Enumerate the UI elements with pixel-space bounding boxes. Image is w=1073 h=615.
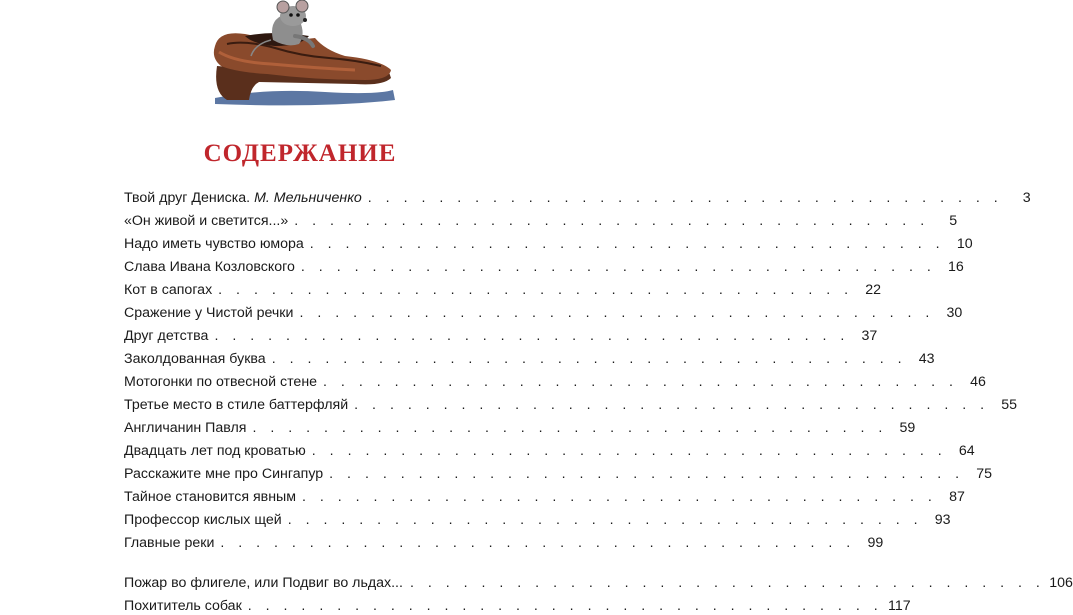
toc-entry-title: Слава Ивана Козловского (124, 259, 295, 275)
toc-entry-title: Заколдованная буква (124, 351, 266, 367)
toc-entry[interactable] (124, 483, 965, 506)
toc-entry-title: Пожар во флигеле, или Подвиг во льдах... (124, 575, 403, 591)
toc-entry[interactable] (124, 414, 916, 437)
toc-entry-author: М. Мельниченко (254, 190, 362, 206)
toc-entry-page: 59 (899, 420, 916, 436)
toc-entry[interactable] (124, 276, 882, 299)
dot-leader: . . . . . . . . . . . . . . . . . . . . . . . . . . . . . . . . . . . . (252, 420, 888, 436)
toc-entry-title: Англичанин Павля (124, 420, 247, 436)
toc-entry-title: Расскажите мне про Сингапур (124, 466, 324, 482)
toc-entry-title: Третье место в стиле баттерфляй (124, 397, 349, 413)
toc-entry-title: Тайное становится явным (124, 489, 296, 505)
table-of-contents (124, 184, 1073, 615)
dot-leader: . . . . . . . . . . . . . . . . . . . . . . . . . . . . . . . . . . . . (311, 443, 947, 459)
dot-leader: . . . . . . . . . . . . . . . . . . . . . . . . . . . . . . . . . . . . (294, 213, 930, 229)
toc-entry[interactable] (124, 529, 884, 552)
dot-leader: . . . . . . . . . . . . . . . . . . . . . . . . . . . . . . . . . . . . (271, 351, 907, 367)
dot-leader: . . . . . . . . . . . . . . . . . . . . . . . . . . . . . . . . . . . . (220, 535, 856, 551)
toc-entry-page: 75 (976, 466, 993, 482)
toc-entry-title: Похититель собак (124, 598, 242, 614)
toc-entry-title: Главные реки (124, 535, 215, 551)
dot-leader: . . . . . . . . . . . . . . . . . . . . . . . . . . . . . . . . . . . . (323, 374, 958, 390)
toc-entry-page: 117 (888, 598, 911, 614)
toc-entry[interactable] (124, 391, 1018, 414)
toc-entry[interactable] (124, 230, 973, 253)
toc-entry-title: Профессор кислых щей (124, 512, 282, 528)
dot-leader: . . . . . . . . . . . . . . . . . . . . . . . . . . . . . . . . . . . . (367, 190, 1003, 206)
toc-entry-title: Сражение у Чистой речки (124, 305, 294, 321)
toc-entry-title: «Он живой и светится...» (124, 213, 289, 229)
toc-entry-title: Надо иметь чувство юмора (124, 236, 304, 252)
toc-entry-page: 43 (918, 351, 935, 367)
toc-entry-title: Твой друг Дениска. (124, 190, 251, 206)
dot-leader: . . . . . . . . . . . . . . . . . . . . . . . . . . . . . . . . . . . . (299, 305, 935, 321)
dot-leader: . . . . . . . . . . . . . . . . . . . . . . . . . . . . . . . . . . . . (301, 489, 937, 505)
toc-entry-page: 87 (949, 489, 965, 505)
toc-entry-page: 37 (861, 328, 878, 344)
toc-entry[interactable] (124, 437, 975, 460)
dot-leader: . . . . . . . . . . . . . . . . . . . . . . . . . . . . . . . . . . . . (309, 236, 945, 252)
toc-entry[interactable] (124, 299, 963, 322)
toc-entry-page: 106 (1049, 575, 1073, 591)
dot-leader: . . . . . . . . . . . . . . . . . . . . . . . . . . . . . . . . . . . . (300, 259, 936, 275)
toc-entry-page: 93 (934, 512, 951, 528)
dot-leader: . . . . . . . . . . . . . . . . . . . . . . . . . . . . . . . . . . . . (287, 512, 923, 528)
toc-entry-title: Друг детства (124, 328, 209, 344)
toc-entry-page: 10 (956, 236, 973, 252)
toc-entry-title: Мотогонки по отвесной стене (124, 374, 318, 390)
toc-entry-page: 46 (970, 374, 986, 390)
toc-entry[interactable] (124, 207, 958, 230)
toc-entry-page: 99 (867, 535, 884, 551)
toc-entry[interactable] (124, 592, 911, 615)
toc-entry[interactable] (124, 322, 878, 345)
toc-entry[interactable] (124, 253, 964, 276)
toc-entry-page: 5 (949, 213, 958, 229)
dot-leader: . . . . . . . . . . . . . . . . . . . . . . . . . . . . . . . . . . . . (218, 282, 854, 298)
toc-entry-title: Двадцать лет под кроватью (124, 443, 306, 459)
dot-leader: . . . . . . . . . . . . . . . . . . . . . . . . . . . . . . . . . . . . (329, 466, 965, 482)
dot-leader: . . . . . . . . . . . . . . . . . . . . . . . . . . . . . . . . . . . . (410, 575, 1045, 591)
page-title: СОДЕРЖАНИЕ (203, 140, 397, 167)
toc-entry-page: 16 (948, 259, 964, 275)
dot-leader: . . . . . . . . . . . . . . . . . . . . . . . . . . . . . . . . . . . . (354, 397, 990, 413)
toc-entry[interactable] (124, 184, 1031, 207)
dot-leader: . . . . . . . . . . . . . . . . . . . . . . . . . . . . . . . . . . . . (214, 328, 850, 344)
toc-entry-title: Кот в сапогах (124, 282, 213, 298)
toc-entry[interactable] (124, 506, 951, 529)
toc-entry[interactable] (124, 552, 1073, 592)
toc-entry-page: 3 (1022, 190, 1031, 206)
toc-entry-page: 30 (946, 305, 963, 321)
toc-entry[interactable] (124, 345, 935, 368)
toc-entry-page: 64 (958, 443, 975, 459)
mouse-in-shoe-illustration (205, 0, 400, 118)
dot-leader: . . . . . . . . . . . . . . . . . . . . . . . . . . . . . . . . . . . . (247, 598, 883, 614)
toc-entry-page: 22 (865, 282, 882, 298)
toc-entry[interactable] (124, 460, 993, 483)
toc-entry[interactable] (124, 368, 986, 391)
toc-entry-page: 55 (1001, 397, 1018, 413)
